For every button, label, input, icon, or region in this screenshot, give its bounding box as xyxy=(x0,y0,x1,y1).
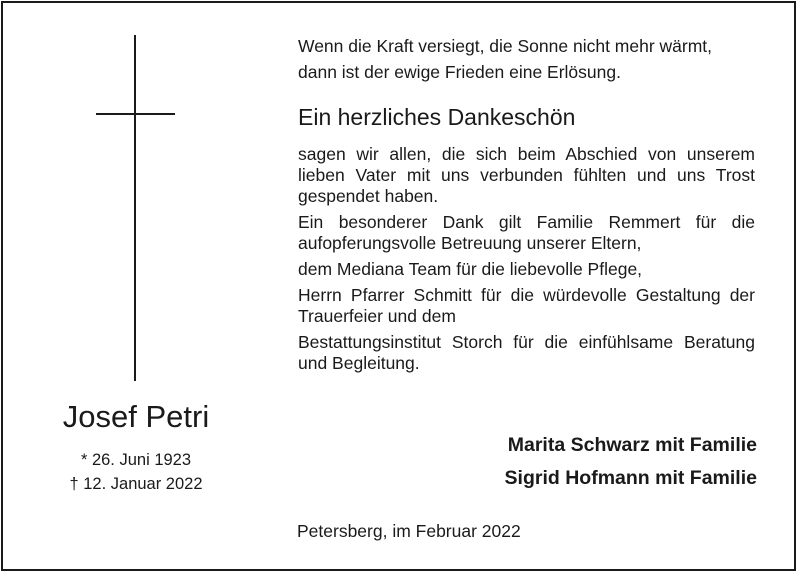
signature-line-1: Marita Schwarz mit Familie xyxy=(507,434,757,456)
thanks-paragraph-4: Herrn Pfarrer Schmitt für die würdevolle Gestaltung der Trauerfeier und dem xyxy=(298,285,755,326)
thanks-heading: Ein herzliches Dankeschön xyxy=(298,104,576,130)
thanks-paragraph-1: sagen wir allen, die sich beim Abschied von unserem lieben Vater mit uns verbunden fühlten und uns Trost gespendet haben. xyxy=(298,144,755,206)
verse xyxy=(298,33,758,85)
thanks-paragraph-5: Bestattungsinstitut Storch für die einfühlsame Beratung und Begleitung. xyxy=(298,332,755,373)
verse-line-2: dann ist der ewige Frieden eine Erlösung. xyxy=(298,62,621,82)
birth-date: * 26. Juni 1923 xyxy=(80,451,192,469)
thanks-paragraph-3: dem Mediana Team für die liebevolle Pflege, xyxy=(298,259,643,279)
death-date: † 12. Januar 2022 xyxy=(69,475,203,493)
cross-vertical-bar xyxy=(134,35,136,381)
thanks-text xyxy=(298,144,755,379)
deceased-name: Josef Petri xyxy=(62,399,210,434)
signatures xyxy=(505,429,757,495)
verse-line-1: Wenn die Kraft versiegt, die Sonne nicht mehr wärmt, xyxy=(298,36,713,56)
place-date: Petersberg, im Februar 2022 xyxy=(297,521,521,541)
life-dates xyxy=(0,448,272,496)
thanks-paragraph-2: Ein besonderer Dank gilt Familie Remmert für die aufopferungsvolle Betreuung unserer Eltern, xyxy=(298,212,755,253)
signature-line-2: Sigrid Hofmann mit Familie xyxy=(504,467,757,489)
cross-horizontal-bar xyxy=(96,113,175,115)
